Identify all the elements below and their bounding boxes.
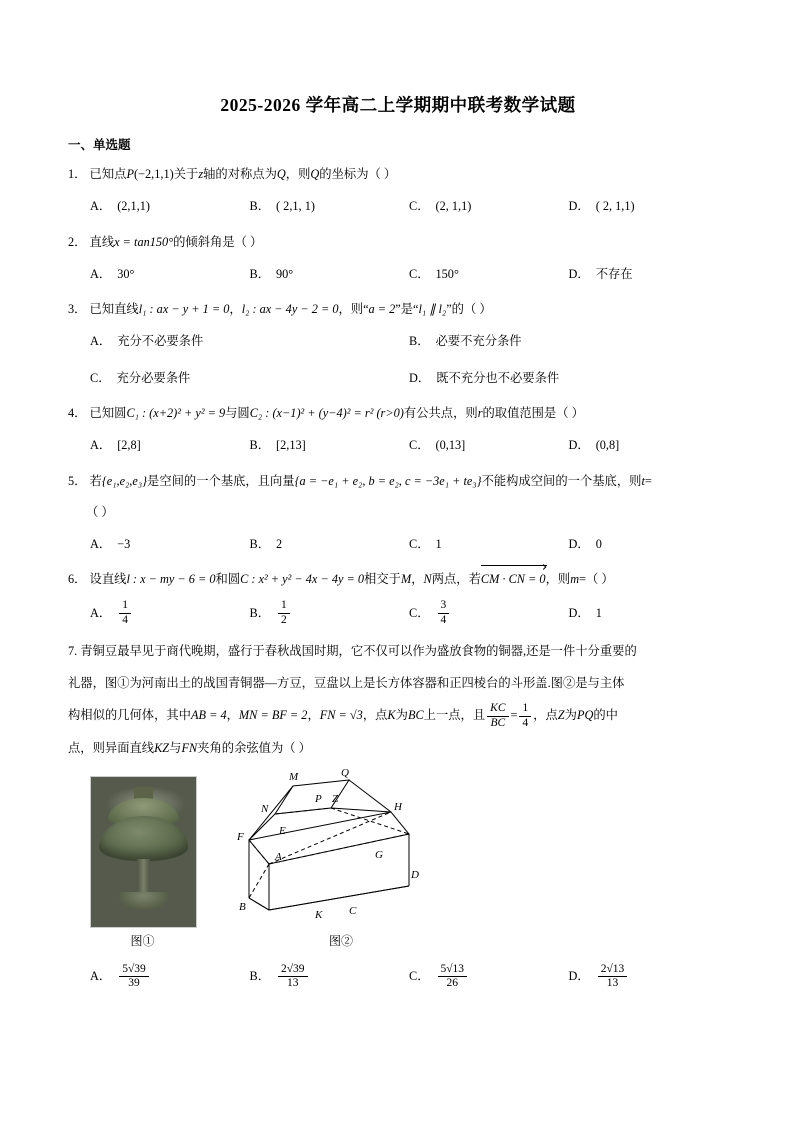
question-3-mid: ，则“	[338, 302, 369, 317]
question-7-pq: PQ	[576, 708, 594, 723]
question-2	[68, 231, 728, 255]
question-6-var: m	[570, 572, 580, 587]
question-1-text-c: ，则	[285, 167, 311, 181]
option-5-D[interactable]: D． 0	[568, 536, 602, 551]
label-E: E	[279, 824, 286, 837]
question-3-mid2: ”是“	[395, 302, 419, 317]
question-4-tail2: 的取值范围是（ ）	[482, 406, 584, 421]
question-5-mid: 是空间的一个基底，且向量	[147, 473, 295, 488]
vessel-stem	[137, 859, 150, 895]
question-7-line2: 礼器，图①为河南出土的战国青铜器—方豆，豆盘以上是长方体容器和正四棱台的斗形盖.图②是与主体	[68, 675, 625, 690]
label-K: K	[315, 908, 323, 921]
question-7-figures	[90, 768, 728, 949]
question-6-mid2: 相交于	[364, 572, 401, 587]
option-3-A[interactable]: A． 充分不必要条件	[90, 334, 204, 349]
question-4-circle2: C₂ : (x−1)² + (y−4)² = r² (r>0)	[249, 406, 404, 421]
question-1-lead: 已知点	[89, 167, 127, 181]
question-5-options	[68, 532, 728, 557]
question-3-options-row2	[68, 366, 728, 391]
question-1-number: 1．	[68, 167, 87, 181]
question-1-options	[68, 194, 728, 219]
question-5-number: 5．	[68, 473, 87, 488]
question-2-options	[68, 262, 728, 287]
question-7-line3-row	[68, 702, 728, 729]
question-3-line2: l₂ : ax − 4y − 2 = 0	[241, 302, 339, 317]
question-7-ratio2-num: 1	[522, 702, 529, 715]
question-6	[68, 568, 728, 592]
question-5	[68, 470, 728, 494]
question-7-line4-row	[68, 736, 728, 762]
question-7-tail: 夹角的余弦值为（ ）	[197, 740, 311, 755]
question-2-number: 2．	[68, 234, 87, 249]
question-4-lead: 已知圆	[89, 406, 127, 421]
question-7-z: Z	[557, 708, 565, 723]
question-7-fn: FN = √3	[319, 708, 363, 723]
question-6-tail2: =（ ）	[579, 572, 614, 587]
question-2-equation: x = tan150°	[114, 234, 174, 249]
question-4-mid: 与圆	[225, 406, 250, 421]
question-6-dot-product: CM · CN = 0	[481, 568, 546, 592]
question-1-text-d: 的坐标为（ ）	[319, 167, 397, 181]
question-6-mid3: 两点，若	[431, 572, 481, 587]
question-1-text-a: 关于	[173, 167, 199, 181]
question-7-fn2: FN	[181, 740, 198, 755]
question-5-tail: 不能构成空间的一个基底，则	[481, 473, 642, 488]
question-4-number: 4．	[68, 406, 87, 421]
option-1-D[interactable]: D． ( 2, 1,1)	[568, 198, 635, 213]
option-1-C[interactable]: C． (2, 1,1)	[409, 198, 472, 213]
question-7-sep6: ，点	[533, 708, 558, 723]
question-7-eq: =	[510, 708, 518, 723]
question-3-line1: l₁ : ax − y + 1 = 0	[138, 302, 230, 317]
option-4-D[interactable]: D． (0,8]	[568, 438, 620, 453]
option-1-B[interactable]: B． ( 2,1, 1)	[249, 198, 315, 213]
question-5-basis: {e₁,e₂,e₃}	[101, 473, 148, 488]
option-2-D[interactable]: D． 不存在	[568, 266, 633, 281]
question-6-number: 6．	[68, 572, 87, 587]
question-6-mid: 和圆	[215, 572, 241, 587]
figure-2-caption: 图②	[328, 933, 353, 948]
label-C: C	[349, 904, 357, 917]
label-H: H	[394, 800, 402, 813]
question-1-text-b: 轴的对称点为	[203, 167, 277, 181]
question-7-sep8: 的中	[593, 708, 618, 723]
question-5-var: t	[641, 473, 645, 488]
label-P: P	[315, 792, 322, 805]
question-7-sep7: 为	[564, 708, 577, 723]
question-4	[68, 402, 728, 426]
question-5-lead: 若	[89, 473, 102, 488]
option-6-D[interactable]: D． 1	[568, 605, 602, 620]
question-4-var: r	[477, 406, 483, 421]
option-2-B[interactable]: B． 90°	[249, 266, 294, 281]
question-7	[68, 639, 728, 665]
option-5-A[interactable]: A． −3	[90, 536, 131, 551]
question-2-tail: 的倾斜角是（ ）	[173, 234, 263, 249]
question-7-k: K	[387, 708, 396, 723]
question-7-number: 7.	[68, 643, 78, 658]
option-4-B[interactable]: B． [2,13]	[249, 438, 306, 453]
question-4-options	[68, 433, 728, 458]
option-6-A[interactable]: A． $\frac{1}{4}$	[90, 599, 250, 626]
option-2-C[interactable]: C． 150°	[409, 266, 459, 281]
option-3-D[interactable]: D． 既不充分也不必要条件	[409, 370, 560, 385]
option-3-C[interactable]: C． 充分必要条件	[90, 370, 191, 385]
label-Z: Z	[332, 792, 339, 805]
question-7-ratio-den: BC	[487, 716, 508, 730]
question-3-comma: ，	[229, 302, 242, 317]
question-7-line1: 青铜豆最早见于商代晚期，盛行于春秋战国时期，它不仅可以作为盛放食物的铜器,还是一件十分重要的	[80, 643, 637, 658]
question-6-tail: ，则	[545, 572, 571, 587]
label-F: F	[237, 830, 244, 843]
label-D: D	[411, 868, 419, 881]
question-7-line2-row	[68, 671, 728, 697]
label-G: G	[375, 848, 383, 861]
vessel-base	[118, 892, 168, 910]
question-4-tail: 有公共点，则	[403, 406, 478, 421]
label-A: A	[275, 850, 282, 863]
option-1-A[interactable]: A． (2,1,1)	[90, 198, 150, 213]
question-7-ratio-num: KC	[490, 702, 506, 715]
question-6-line: l : x − my − 6 = 0	[126, 572, 216, 587]
question-3-cond1: a = 2	[368, 302, 396, 317]
option-7-B[interactable]: B． $\frac{2√39}{13}$	[250, 963, 410, 990]
option-7-C[interactable]: C． $\frac{5√13}{26}$	[409, 963, 569, 990]
question-3-options	[68, 329, 728, 354]
question-2-lead: 直线	[89, 234, 115, 249]
option-6-C[interactable]: C． $\frac{3}{4}$	[409, 599, 569, 626]
question-5-eq: =	[644, 473, 652, 488]
page-content	[68, 92, 728, 1002]
question-7-mnbf: MN = BF = 2	[238, 708, 308, 723]
label-B: B	[239, 900, 246, 913]
option-4-A[interactable]: A． [2,8]	[90, 438, 141, 453]
question-6-point-m: M	[400, 572, 412, 587]
question-3-lead: 已知直线	[89, 302, 139, 317]
option-7-D[interactable]: D． $\frac{2√13}{13}$	[569, 963, 729, 990]
option-4-C[interactable]: C． (0,13]	[409, 438, 466, 453]
question-6-comma: ，	[411, 572, 424, 587]
question-6-lead: 设直线	[89, 572, 127, 587]
option-5-B[interactable]: B． 2	[249, 536, 283, 551]
question-6-options	[68, 599, 728, 626]
label-Q: Q	[341, 767, 349, 779]
question-7-sep3: ，点	[362, 708, 388, 723]
question-3-number: 3．	[68, 302, 87, 317]
question-5-vectors: {a = −e₁ + e₂, b = e₂, c = −3e₁ + te₃}	[294, 473, 482, 488]
bronze-vessel-photo	[90, 776, 197, 928]
question-7-sep9: 与	[169, 740, 182, 755]
label-N: N	[261, 802, 269, 815]
option-3-B[interactable]: B． 必要不充分条件	[409, 334, 522, 349]
solid-geometry-diagram	[231, 768, 451, 923]
figure-1-caption: 图①	[130, 933, 155, 948]
question-3	[68, 298, 728, 322]
question-7-ab: AB = 4	[190, 708, 227, 723]
question-3-cond2: l₁ ∥ l₂	[418, 302, 447, 317]
question-7-options	[68, 963, 728, 990]
question-7-sep1: ，	[226, 708, 239, 723]
question-5-tail2: （ ）	[86, 504, 114, 519]
section-heading: 一、单选题	[68, 138, 131, 152]
question-7-sep5: 上一点，且	[423, 708, 486, 723]
option-5-C[interactable]: C． 1	[409, 536, 442, 551]
question-7-sep2: ，	[307, 708, 320, 723]
question-7-bc: BC	[407, 708, 424, 723]
option-2-A[interactable]: A． 30°	[90, 266, 135, 281]
question-6-point-n: N	[423, 572, 432, 587]
question-3-tail: ”的（ ）	[446, 302, 492, 317]
question-7-sep4: 为	[395, 708, 408, 723]
question-5-continuation	[68, 501, 728, 525]
option-6-B[interactable]: B． $\frac{1}{2}$	[250, 599, 410, 626]
question-7-line4a: 点，则异面直线	[68, 740, 155, 755]
question-6-circle: C : x² + y² − 4x − 4y = 0	[240, 572, 365, 587]
question-7-kz: KZ	[154, 740, 170, 755]
question-7-ratio2-den: 4	[519, 716, 531, 730]
question-7-line3a: 构相似的几何体，其中	[68, 708, 191, 723]
question-1: 1． 已知点P(−2,1,1)关于z轴的对称点为Q，则Q的坐标为（ ）	[68, 167, 397, 181]
page-title: 2025-2026 学年高二上学期期中联考数学试题	[220, 95, 576, 115]
question-4-circle1: C₁ : (x+2)² + y² = 9	[126, 406, 226, 421]
label-M: M	[289, 770, 299, 783]
option-7-A[interactable]: A． $\frac{5√39}{39}$	[90, 963, 250, 990]
figure-1	[90, 776, 195, 949]
figure-2	[231, 768, 451, 949]
